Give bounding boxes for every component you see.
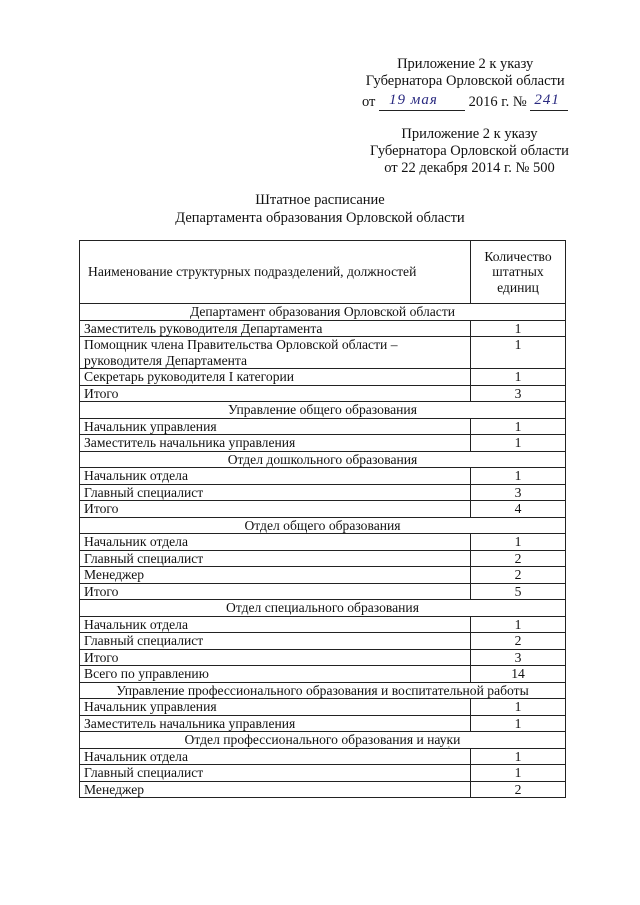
scan-speck: ' [448,745,450,756]
appendix-line: Приложение 2 к указу [397,56,534,72]
table-row [80,699,566,716]
staff-count: 14 [471,666,566,683]
section-title: Управление общего образования [80,402,566,419]
table-row [80,369,566,386]
table-row [80,567,566,584]
position-name: Помощник члена Правительства Орловской области – руководителя Департамента [80,337,471,369]
position-name: Начальник отдела [80,748,471,765]
appendix-header-current [362,56,568,111]
table-row [80,337,566,369]
table-row [80,435,566,452]
appendix-line: Губернатора Орловской области [365,73,565,89]
section-title: Отдел специального образования [80,600,566,617]
appendix-date-line [362,90,568,111]
staff-count: 2 [471,550,566,567]
position-name: Главный специалист [80,765,471,782]
table-row [80,501,566,518]
position-name: Итого [80,501,471,518]
position-name: Заместитель начальника управления [80,715,471,732]
date-prefix: от [362,94,376,110]
section-row [80,304,566,321]
section-title: Отдел профессионального образования и науки [80,732,566,749]
table-row [80,468,566,485]
date-year: 2016 г. № [468,94,527,110]
table-row [80,765,566,782]
position-name: Начальник отдела [80,468,471,485]
table-row [80,748,566,765]
section-row [80,451,566,468]
title-line: Штатное расписание [255,192,385,208]
position-name: Менеджер [80,567,471,584]
table-row [80,484,566,501]
position-name: Начальник управления [80,418,471,435]
section-row [80,402,566,419]
appendix-line: Губернатора Орловской области [370,143,569,159]
title-line: Департамента образования Орловской области [175,209,465,226]
appendix-header-original [370,126,569,177]
staff-count: 1 [471,337,566,369]
table-row [80,534,566,551]
handwritten-number: 241 [534,92,560,108]
table-row [80,385,566,402]
staff-count: 1 [471,435,566,452]
section-row [80,517,566,534]
table-header-row [80,241,566,304]
position-name: Главный специалист [80,550,471,567]
table-row [80,418,566,435]
section-row [80,600,566,617]
staff-count: 4 [471,501,566,518]
table-row [80,781,566,798]
position-name: Секретарь руководителя I категории [80,369,471,386]
staff-count: 2 [471,567,566,584]
staff-count: 3 [471,484,566,501]
position-name: Начальник управления [80,699,471,716]
table-row [80,320,566,337]
staff-count: 1 [471,699,566,716]
position-name: Начальник отдела [80,616,471,633]
table-row [80,550,566,567]
staff-count: 2 [471,633,566,650]
section-title: Отдел дошкольного образования [80,451,566,468]
staff-count: 3 [471,649,566,666]
position-name: Всего по управлению [80,666,471,683]
appendix-line: от 22 декабря 2014 г. № 500 [384,160,555,176]
position-name: Главный специалист [80,633,471,650]
section-title: Управление профессионального образования и воспитательной работы [80,682,566,699]
section-title: Департамент образования Орловской области [80,304,566,321]
staff-count: 1 [471,369,566,386]
number-blank [530,92,568,111]
table-row [80,649,566,666]
staff-count: 1 [471,616,566,633]
document-title [0,192,640,227]
staff-count: 3 [471,385,566,402]
staff-table [79,240,566,798]
staff-count: 1 [471,715,566,732]
section-title: Отдел общего образования [80,517,566,534]
position-name: Заместитель начальника управления [80,435,471,452]
handwritten-date: 19 мая [389,92,438,108]
position-name: Заместитель руководителя Департамента [80,320,471,337]
section-row [80,682,566,699]
staff-count: 1 [471,534,566,551]
staff-count: 5 [471,583,566,600]
staff-count: 1 [471,320,566,337]
table-body [80,304,566,798]
staff-count: 1 [471,468,566,485]
column-header-name: Наименование структурных подразделений, должностей [80,241,471,304]
staff-count: 1 [471,748,566,765]
staff-count: 2 [471,781,566,798]
date-blank [379,92,465,111]
table-row [80,616,566,633]
appendix-line: Приложение 2 к указу [401,126,538,142]
position-name: Главный специалист [80,484,471,501]
staff-count: 1 [471,765,566,782]
position-name: Итого [80,385,471,402]
position-name: Итого [80,583,471,600]
section-row [80,732,566,749]
position-name: Менеджер [80,781,471,798]
table-row [80,583,566,600]
table-row [80,715,566,732]
position-name: Начальник отдела [80,534,471,551]
staff-count: 1 [471,418,566,435]
table-row [80,666,566,683]
column-header-count: Количество штатных единиц [471,241,566,304]
position-name: Итого [80,649,471,666]
table-row [80,633,566,650]
